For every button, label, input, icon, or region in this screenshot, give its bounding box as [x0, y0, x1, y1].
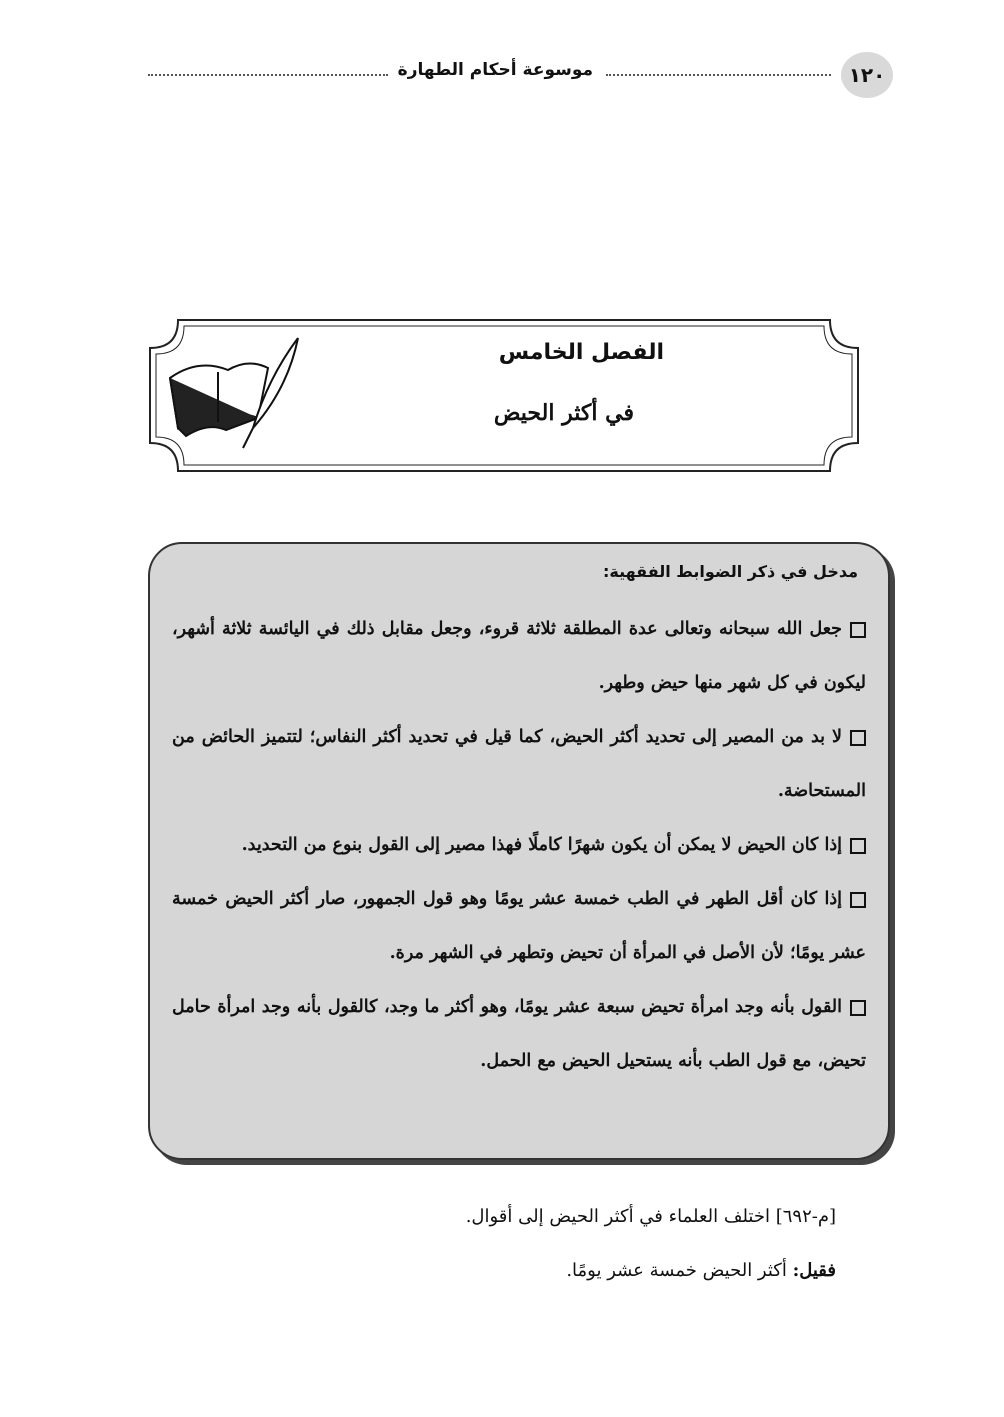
- checkbox-bullet-icon: [850, 730, 866, 746]
- page-number: ١٢٠: [841, 52, 893, 98]
- intro-box: [148, 542, 890, 1160]
- list-item: إذا كان الحيض لا يمكن أن يكون شهرًا كاملًا فهذا مصير إلى القول بنوع من التحديد.: [172, 818, 866, 872]
- list-item: إذا كان أقل الطهر في الطب خمسة عشر يومًا وهو قول الجمهور، صار أكثر الحيض خمسة عشر يومًا؛ لأن الأصل في المرأة أن تحيض وتطهر في الشهر مرة.: [172, 889, 866, 963]
- body-text: [120, 1190, 836, 1298]
- running-header: [148, 52, 893, 98]
- checkbox-bullet-icon: [850, 1000, 866, 1016]
- chapter-title: في أكثر الحيض: [493, 400, 634, 426]
- checkbox-bullet-icon: [850, 838, 866, 854]
- book-title: موسوعة أحكام الطهارة: [397, 60, 593, 80]
- rules-list: [172, 602, 866, 1088]
- paragraph: فقيل: أكثر الحيض خمسة عشر يومًا.: [566, 1260, 836, 1281]
- list-item: القول بأنه وجد امرأة تحيض سبعة عشر يومًا، وهو أكثر ما وجد، كالقول بأنه وجد امرأة حامل تحيض، مع قول الطب بأنه يستحيل الحيض مع الحمل.: [172, 997, 866, 1071]
- chapter-number: الفصل الخامس: [498, 340, 664, 365]
- dotted-leader: [148, 74, 388, 76]
- checkbox-bullet-icon: [850, 892, 866, 908]
- list-item: جعل الله سبحانه وتعالى عدة المطلقة ثلاثة قروء، وجعل مقابل ذلك في اليائسة ثلاثة أشهر، ليكون في كل شهر منها حيض وطهر.: [172, 619, 866, 693]
- paragraph: [م-٦٩٢] اختلف العلماء في أكثر الحيض إلى أقوال.: [465, 1206, 836, 1227]
- checkbox-bullet-icon: [850, 622, 866, 638]
- list-item: لا بد من المصير إلى تحديد أكثر الحيض، كما قيل في تحديد أكثر النفاس؛ لتتميز الحائض من المستحاضة.: [172, 727, 866, 801]
- intro-heading: مدخل في ذكر الضوابط الفقهية:: [602, 562, 858, 581]
- dotted-leader: [606, 74, 831, 76]
